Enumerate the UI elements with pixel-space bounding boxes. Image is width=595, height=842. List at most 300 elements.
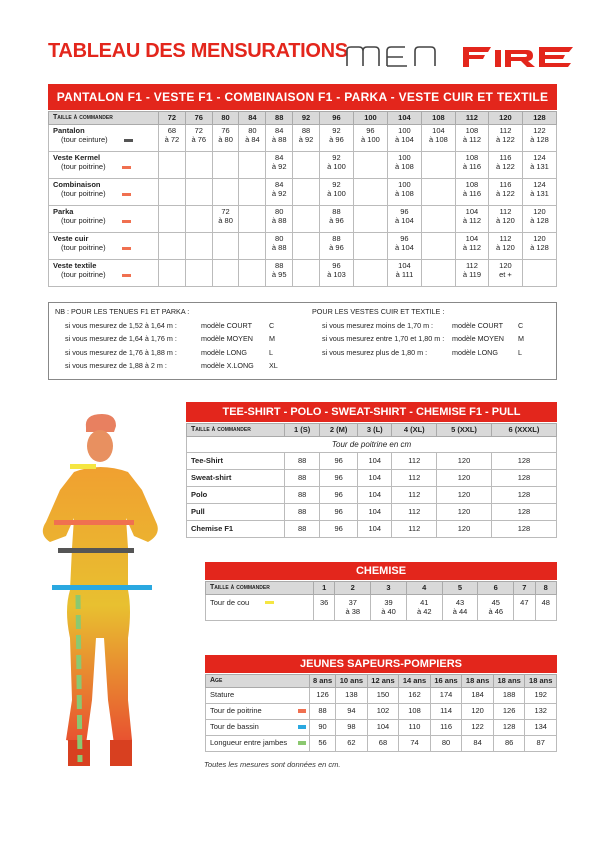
value-cell: 108 — [399, 703, 431, 719]
size-cell — [535, 594, 556, 620]
range-to: à 108 — [395, 162, 414, 171]
range-from: 120 — [533, 206, 546, 216]
value-cell: 104 — [358, 453, 392, 470]
size-cell — [185, 205, 212, 232]
size-cell — [522, 178, 556, 205]
table-row — [187, 504, 557, 521]
size-header-cell: 120 — [488, 112, 522, 125]
range-to: à 104 — [395, 135, 414, 144]
size-cell — [212, 259, 239, 286]
range-from: 88 — [275, 260, 284, 270]
size-cell — [293, 232, 320, 259]
size-cell — [488, 259, 522, 286]
range-from: 96 — [366, 125, 375, 135]
range-from: 116 — [499, 152, 512, 162]
table-row — [49, 232, 557, 259]
row-name: Veste cuir — [53, 233, 89, 243]
size-cell — [488, 205, 522, 232]
row-name: Pantalon — [53, 125, 85, 135]
range-from: 37 — [348, 597, 357, 607]
nb-code: M — [269, 334, 275, 343]
range-to: à 38 — [345, 607, 361, 616]
size-cell — [159, 178, 186, 205]
size-cell — [212, 205, 239, 232]
row-sub — [53, 189, 158, 199]
range-to: à 119 — [462, 270, 482, 279]
range-from: 92 — [332, 179, 341, 189]
size-header-cell: 92 — [293, 112, 320, 125]
range-from: 120 — [499, 260, 512, 270]
nb-model: modèle MOYEN — [452, 334, 504, 343]
size-cell — [239, 205, 266, 232]
range-to: à 108 — [395, 189, 414, 198]
size-cell — [239, 151, 266, 178]
color-swatch-icon — [298, 741, 306, 745]
row-name: Longueur entre jambes — [210, 738, 288, 748]
range-from: 104 — [465, 206, 479, 216]
range-from: 43 — [455, 597, 465, 607]
range-to: à 44 — [452, 607, 468, 616]
value-cell: 74 — [399, 735, 431, 751]
range-from: 76 — [221, 125, 230, 135]
range-from: 124 — [533, 152, 546, 162]
size-cell — [353, 151, 387, 178]
size-header-cell: 76 — [185, 112, 212, 125]
size-header-cell: 3 — [371, 582, 407, 595]
range-to: à 116 — [462, 162, 482, 171]
size-cell — [239, 232, 266, 259]
size-cell — [185, 124, 212, 151]
value-cell: 126 — [310, 687, 336, 703]
size-cell — [406, 594, 442, 620]
value-cell: 87 — [525, 735, 557, 751]
row-label-cell — [206, 594, 314, 620]
size-header-cell: 4 — [406, 582, 442, 595]
range-from: 116 — [499, 179, 512, 189]
nb-code: M — [518, 334, 524, 343]
color-swatch-icon — [265, 601, 274, 604]
size-cell — [353, 205, 387, 232]
size-header-cell: 80 — [212, 112, 239, 125]
range-from: 100 — [398, 152, 411, 162]
value-cell: 128 — [493, 719, 525, 735]
age-header-cell: 10 ans — [336, 675, 368, 688]
jsp-age-label: Age — [206, 675, 310, 688]
table-row — [206, 719, 557, 735]
size-cell — [455, 151, 488, 178]
value-cell: 112 — [392, 470, 437, 487]
size-header-cell: 128 — [522, 112, 556, 125]
value-cell: 112 — [392, 504, 437, 521]
size-header-cell: 1 — [314, 582, 335, 595]
range-from: 88 — [332, 233, 341, 243]
row-sub-text: (tour poitrine) — [61, 216, 106, 225]
row-label-cell — [49, 178, 159, 205]
age-header-cell: 12 ans — [367, 675, 399, 688]
firefighter-figure — [24, 410, 184, 770]
value-cell: 174 — [430, 687, 462, 703]
value-cell: 120 — [437, 470, 492, 487]
value-cell: 150 — [367, 687, 399, 703]
nb-condition: si vous mesurez entre 1,70 et 1,80 m : — [322, 334, 445, 343]
row-name: Chemise F1 — [187, 521, 285, 538]
range-to: à 112 — [462, 243, 482, 252]
size-cell — [442, 594, 478, 620]
range-from: 41 — [420, 597, 429, 607]
size-cell — [293, 205, 320, 232]
size-header-cell: 6 — [478, 582, 514, 595]
size-cell — [421, 151, 455, 178]
row-name: Veste Kermel — [53, 152, 101, 162]
range-from: 88 — [332, 206, 341, 216]
value-cell: 88 — [285, 470, 320, 487]
size-cell — [266, 178, 293, 205]
value-cell: 104 — [367, 719, 399, 735]
size-cell — [266, 124, 293, 151]
range-from: 108 — [465, 152, 479, 162]
age-header-cell: 18 ans — [493, 675, 525, 688]
row-sub-text: (tour poitrine) — [61, 270, 106, 279]
value-cell: 96 — [320, 470, 358, 487]
table-row — [187, 521, 557, 538]
nb-condition: si vous mesurez moins de 1,70 m : — [322, 320, 434, 330]
value-cell: 94 — [336, 703, 368, 719]
value-cell: 96 — [320, 521, 358, 538]
nb-model: modèle COURT — [201, 320, 252, 330]
range-to: à 100 — [361, 135, 380, 144]
age-header-cell: 18 ans — [525, 675, 557, 688]
range-to: à 100 — [327, 189, 346, 198]
nb-model: modèle LONG — [452, 347, 498, 357]
nb-left-title: NB : POUR LES TENUES F1 ET PARKA : — [55, 307, 190, 316]
size-cell — [478, 594, 514, 620]
size-cell — [185, 178, 212, 205]
range-to: à 92 — [271, 189, 287, 198]
value-cell: 88 — [285, 487, 320, 504]
value-cell: 102 — [367, 703, 399, 719]
row-label-cell — [49, 205, 159, 232]
range-from: 108 — [465, 125, 479, 135]
size-header-cell: 108 — [421, 112, 455, 125]
size-header-cell: 3 (L) — [358, 424, 392, 437]
row-label-cell — [49, 124, 159, 151]
table-row — [206, 594, 557, 620]
range-to: à 40 — [381, 607, 396, 616]
value-cell: 126 — [493, 703, 525, 719]
value-cell: 120 — [462, 703, 494, 719]
value-cell: 132 — [525, 703, 557, 719]
row-name: Tee-Shirt — [187, 453, 285, 470]
value-cell: 112 — [392, 453, 437, 470]
range-to: à 116 — [462, 189, 482, 198]
size-cell — [488, 151, 522, 178]
value-cell: 96 — [320, 504, 358, 521]
size-header-cell: 1 (S) — [285, 424, 320, 437]
value-cell: 128 — [491, 504, 556, 521]
size-cell — [522, 205, 556, 232]
range-from: 48 — [541, 597, 550, 607]
row-name: Veste textile — [53, 260, 97, 270]
table-row — [49, 178, 557, 205]
nb-condition: si vous mesurez de 1,88 à 2 m : — [65, 361, 167, 370]
color-swatch-icon — [298, 725, 306, 729]
size-cell — [522, 232, 556, 259]
size-cell — [522, 259, 556, 286]
row-name: Tour de bassin — [210, 722, 259, 732]
range-to: à 128 — [530, 216, 549, 225]
table-row — [187, 487, 557, 504]
range-to: et + — [499, 270, 512, 279]
size-cell — [421, 259, 455, 286]
value-cell: 128 — [491, 453, 556, 470]
color-swatch-icon — [122, 166, 131, 169]
size-cell — [319, 205, 353, 232]
size-cell — [319, 178, 353, 205]
size-cell — [266, 205, 293, 232]
nb-condition: si vous mesurez de 1,64 à 1,76 m : — [65, 334, 177, 343]
row-sub-text: (tour poitrine) — [61, 243, 106, 252]
table-row — [49, 205, 557, 232]
size-cell — [185, 259, 212, 286]
value-cell: 128 — [491, 487, 556, 504]
size-cell — [421, 178, 455, 205]
value-cell: 122 — [462, 719, 494, 735]
row-name: Tour de cou — [210, 597, 250, 607]
row-name: Polo — [187, 487, 285, 504]
jsp-table-header: JEUNES SAPEURS-POMPIERS — [205, 655, 557, 673]
range-from: 104 — [465, 233, 479, 243]
row-name: Sweat-shirt — [187, 470, 285, 487]
range-from: 104 — [398, 260, 411, 270]
nb-box — [48, 302, 557, 380]
size-cell — [319, 259, 353, 286]
size-header-cell: 7 — [514, 582, 535, 595]
size-cell — [522, 124, 556, 151]
range-from: 45 — [491, 597, 500, 607]
range-from: 124 — [533, 179, 546, 189]
row-label-cell — [49, 151, 159, 178]
size-cell — [455, 178, 488, 205]
range-to: à 120 — [496, 216, 515, 225]
tee-shirt-table — [186, 402, 557, 538]
size-cell — [371, 594, 407, 620]
row-label-cell — [206, 687, 310, 703]
size-header-cell: 104 — [387, 112, 421, 125]
nb-model: modèle LONG — [201, 347, 247, 357]
size-cell — [488, 124, 522, 151]
value-cell: 68 — [367, 735, 399, 751]
value-cell: 104 — [358, 504, 392, 521]
table-row — [49, 259, 557, 286]
nb-row — [55, 319, 278, 333]
range-to: à 92 — [271, 162, 287, 171]
range-from: 80 — [248, 125, 257, 135]
range-to: à 96 — [329, 216, 344, 225]
range-to: à 120 — [496, 243, 515, 252]
range-to: à 42 — [416, 607, 432, 616]
size-cell — [488, 178, 522, 205]
row-name: Tour de poitrine — [210, 706, 262, 716]
row-name: Stature — [210, 690, 235, 700]
value-cell: 62 — [336, 735, 368, 751]
nb-code: C — [269, 320, 275, 330]
range-to: à 80 — [218, 135, 233, 144]
row-name: Pull — [187, 504, 285, 521]
value-cell: 120 — [437, 504, 492, 521]
size-cell — [266, 232, 293, 259]
range-to: à 122 — [496, 135, 515, 144]
range-to: à 122 — [496, 189, 515, 198]
range-to: à 88 — [271, 243, 287, 252]
size-cell — [455, 124, 488, 151]
range-from: 80 — [275, 206, 284, 216]
size-cell — [319, 232, 353, 259]
range-to: à 128 — [530, 243, 549, 252]
value-cell: 116 — [430, 719, 462, 735]
range-to: à 100 — [327, 162, 346, 171]
row-label-cell — [49, 232, 159, 259]
size-header-cell: 5 — [442, 582, 478, 595]
value-cell: 128 — [491, 470, 556, 487]
table-row — [187, 470, 557, 487]
range-to: à 46 — [488, 607, 504, 616]
range-to: à 80 — [218, 216, 233, 225]
size-header-cell: 5 (XXL) — [437, 424, 492, 437]
value-cell: 112 — [392, 521, 437, 538]
nb-model: modèle X.LONG — [201, 361, 254, 370]
range-from: 112 — [465, 260, 478, 270]
size-cell — [212, 151, 239, 178]
tee-table-header: TEE-SHIRT - POLO - SWEAT-SHIRT - CHEMISE F1 - PULL — [186, 402, 557, 422]
range-from: 68 — [167, 125, 177, 135]
size-header-cell: 8 — [535, 582, 556, 595]
row-sub-text: (tour poitrine) — [61, 162, 106, 171]
size-cell — [293, 178, 320, 205]
size-cell — [387, 205, 421, 232]
menfire-logo — [345, 44, 575, 70]
color-swatch-icon — [122, 274, 131, 277]
nb-right-title: POUR LES VESTES CUIR ET TEXTILE : — [312, 307, 445, 316]
main-size-table — [48, 84, 557, 287]
size-cell — [455, 232, 488, 259]
range-from: 36 — [320, 597, 329, 607]
size-header-cell: 84 — [239, 112, 266, 125]
range-from: 100 — [398, 179, 411, 189]
range-to: à 112 — [462, 135, 482, 144]
value-cell: 112 — [392, 487, 437, 504]
value-cell: 192 — [525, 687, 557, 703]
value-cell: 120 — [437, 487, 492, 504]
size-cell — [212, 124, 239, 151]
range-to: à 111 — [395, 270, 414, 279]
tee-subheader: Tour de poitrine en cm — [187, 436, 557, 453]
value-cell: 128 — [491, 521, 556, 538]
table-row — [206, 703, 557, 719]
row-name: Parka — [53, 206, 74, 216]
size-cell — [266, 151, 293, 178]
range-to: à 72 — [164, 135, 180, 144]
size-cell — [159, 205, 186, 232]
size-cell — [335, 594, 371, 620]
size-cell — [266, 259, 293, 286]
range-from: 39 — [384, 597, 393, 607]
nb-model: modèle COURT — [452, 320, 503, 330]
value-cell: 104 — [358, 521, 392, 538]
size-header-cell: 2 (M) — [320, 424, 358, 437]
row-sub-text: (tour ceinture) — [61, 135, 108, 144]
row-label-cell — [206, 719, 310, 735]
tee-size-label: Taille à commander — [187, 424, 285, 437]
range-from: 92 — [332, 125, 341, 135]
size-cell — [421, 232, 455, 259]
size-cell — [353, 232, 387, 259]
chemise-size-label: Taille à commander — [206, 582, 314, 595]
size-header-cell: 2 — [335, 582, 371, 595]
value-cell: 56 — [310, 735, 336, 751]
value-cell: 104 — [358, 487, 392, 504]
size-cell — [387, 259, 421, 286]
value-cell: 104 — [358, 470, 392, 487]
size-cell — [212, 232, 239, 259]
nb-code: C — [518, 320, 524, 330]
range-from: 112 — [499, 206, 512, 216]
value-cell: 84 — [462, 735, 494, 751]
row-sub — [53, 270, 158, 280]
nb-code: XL — [269, 361, 278, 370]
nb-condition: si vous mesurez de 1,76 à 1,88 m : — [65, 347, 177, 357]
range-to: à 104 — [395, 216, 414, 225]
range-to: à 84 — [245, 135, 260, 144]
age-header-cell: 14 ans — [399, 675, 431, 688]
size-cell — [488, 232, 522, 259]
range-to: à 104 — [395, 243, 414, 252]
value-cell: 88 — [310, 703, 336, 719]
size-cell — [522, 151, 556, 178]
value-cell: 80 — [430, 735, 462, 751]
size-cell — [239, 259, 266, 286]
range-from: 112 — [499, 125, 512, 135]
size-header-cell: 96 — [319, 112, 353, 125]
main-table-header: PANTALON F1 - VESTE F1 - COMBINAISON F1 - PARKA - VESTE CUIR ET TEXTILE — [48, 84, 557, 110]
range-from: 84 — [275, 152, 284, 162]
size-cell — [185, 151, 212, 178]
size-cell — [514, 594, 535, 620]
value-cell: 162 — [399, 687, 431, 703]
value-cell: 90 — [310, 719, 336, 735]
range-from: 80 — [275, 233, 284, 243]
range-to: à 88 — [271, 216, 287, 225]
size-cell — [159, 151, 186, 178]
chemise-table-header: CHEMISE — [205, 562, 557, 580]
size-header-cell: 112 — [455, 112, 488, 125]
nb-code: L — [518, 347, 522, 357]
value-cell: 96 — [320, 453, 358, 470]
range-to: à 76 — [191, 135, 207, 144]
size-cell — [159, 259, 186, 286]
nb-model: modèle MOYEN — [201, 334, 253, 343]
range-to: à 96 — [329, 135, 344, 144]
row-name: Combinaison — [53, 179, 101, 189]
row-label-cell — [49, 259, 159, 286]
size-label: Taille à commander — [49, 112, 159, 125]
nb-condition: si vous mesurez plus de 1,80 m : — [322, 347, 428, 357]
size-cell — [421, 124, 455, 151]
size-header-cell: 4 (XL) — [392, 424, 437, 437]
range-from: 104 — [432, 125, 445, 135]
size-cell — [319, 124, 353, 151]
size-header-cell: 88 — [266, 112, 293, 125]
range-to: à 131 — [530, 189, 549, 198]
